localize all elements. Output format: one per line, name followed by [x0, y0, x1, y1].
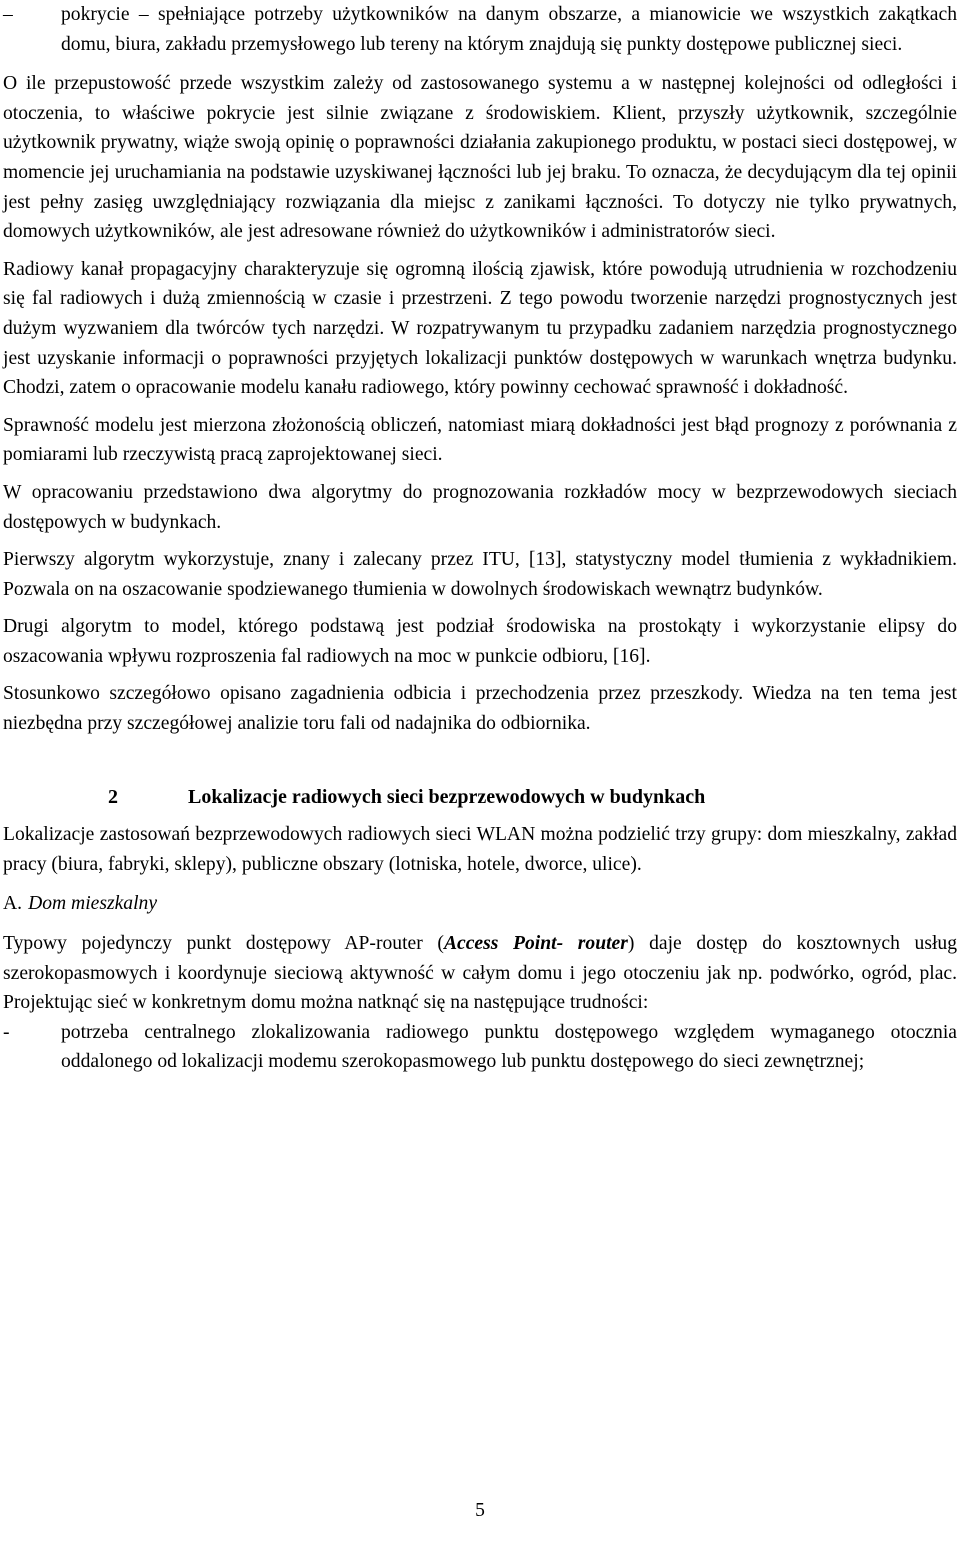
document-page — [3, 0, 957, 1077]
paragraph-two-algorithms: W opracowaniu przedstawiono dwa algorytmy do prognozowania rozkładów mocy w bezprzewodowych sieciach dostępowych w budynkach. — [3, 481, 957, 533]
paragraph-coverage: O ile przepustowość przede wszystkim zależy od zastosowanego systemu a w następnej kolejności od odległości i otoczenia, to właściwe pokrycie jest silnie związane z środowiskiem. Klient, przyszły użytkownik, szczególnie użytkownik prywatny, wiąże swoją opinię o poprawności działania zakupionego produktu, w postaci sieci dostępowej, w momencie jej uruchamiania na podstawie uzyskiwanej łączności lub jej braku. To oznacza, że decydującym dla tej opinii jest pełny zasięg uwzględniający rozwiązania dla miejsc z zanikami łączności. To dotyczy nie tylko prywatnych, domowych użytkowników, ale jest adresowane również do użytkowników i administratorów sieci. — [3, 73, 957, 243]
section-heading — [3, 783, 957, 813]
difficulty-list-item — [3, 1018, 957, 1077]
paragraph-first-algorithm: Pierwszy algorytm wykorzystuje, znany i zalecany przez ITU, [13], statystyczny model tłumienia z wykładnikiem. Pozwala on na oszacowanie spodziewanego tłumienia w dowolnych środowiskach wewnątrz budynków. — [3, 549, 957, 600]
typical-ap-paragraph — [3, 929, 957, 1018]
section-intro-paragraph: Lokalizacje zastosowań bezprzewodowych radiowych sieci WLAN można podzielić trzy grupy: dom mieszkalny, zakład pracy (biura, fabryki, sklepy), publiczne obszary (lotniska, hotele, dworce, ulice). — [3, 824, 957, 875]
subsection-letter: A. — [3, 893, 23, 915]
paragraph-second-algorithm: Drugi algorytm to model, którego podstawą jest podział środowiska na prostokąty i wykorzystanie elipsy do oszacowania wpływu rozproszenia fal radiowych na moc w punkcie odbioru, [16]. — [3, 616, 957, 667]
intro-bullet-item — [3, 0, 957, 59]
subsection-heading — [3, 889, 957, 919]
subsection-title: Dom mieszkalny — [28, 893, 158, 915]
bullet-marker: – — [3, 4, 13, 25]
section-number: 2 — [108, 785, 118, 808]
typical-text-after: ) daje dostęp do kosztownych usług szerokopasmowych i koordynuje sieciową aktywność w całym domu i jego otoczeniu jak np. podwórko, ogród, plac. Projektując sieć w konkretnym domu można natknąć się na następujące trudności: — [3, 933, 957, 1014]
typical-text-before: Typowy pojedynczy punkt dostępowy AP-router ( — [3, 933, 444, 955]
bullet-text: pokrycie – spełniające potrzeby użytkowników na danym obszarze, a mianowicie we wszystkich zakątkach domu, biura, zakładu przemysłowego lub tereny na którym znajdują się punkty dostępowe publicznej sieci. — [61, 4, 957, 55]
paragraph-radio-channel: Radiowy kanał propagacyjny charakteryzuje się ogromną ilością zjawisk, które powodują utrudnienia w rozchodzeniu się fal radiowych i dużą zmiennością w czasie i przestrzeni. Z tego powodu tworzenie narzędzi prognostycznych jest dużym wyzwaniem dla twórców tych narzędzi. W rozpatrywanym tu przypadku zadaniem narzędzia prognostycznego jest uzyskanie informacji o poprawności przyjętych lokalizacji punktów dostępowych w warunkach wnętrza budynku. Chodzi, zatem o opracowanie modelu kanału radiowego, który powinny cechować sprawność i dokładność. — [3, 258, 957, 399]
paragraph-reflection: Stosunkowo szczegółowo opisano zagadnienia odbicia i przechodzenia przez przeszkody. Wiedza na ten tema jest niezbędna przy szczegółowej analizie toru fali od nadajnika do odbiornika. — [3, 683, 957, 735]
paragraph-model-efficiency: Sprawność modelu jest mierzona złożonością obliczeń, natomiast miarą dokładności jest błąd prognozy z porównania z pomiarami lub rzeczywistą pracą zaprojektowanej sieci. — [3, 414, 957, 466]
typical-emphasis: Access Point- router — [443, 933, 628, 955]
dash-marker: - — [3, 1021, 10, 1043]
section-title: Lokalizacje radiowych sieci bezprzewodowych w budynkach — [188, 785, 706, 808]
difficulty-text: potrzeba centralnego zlokalizowania radiowego punktu dostępowego względem wymaganego otocznia oddalonego od lokalizacji modemu szerokopasmowego lub punktu dostępowego do sieci zewnętrznej; — [61, 1021, 957, 1073]
page-number: 5 — [475, 1500, 485, 1521]
